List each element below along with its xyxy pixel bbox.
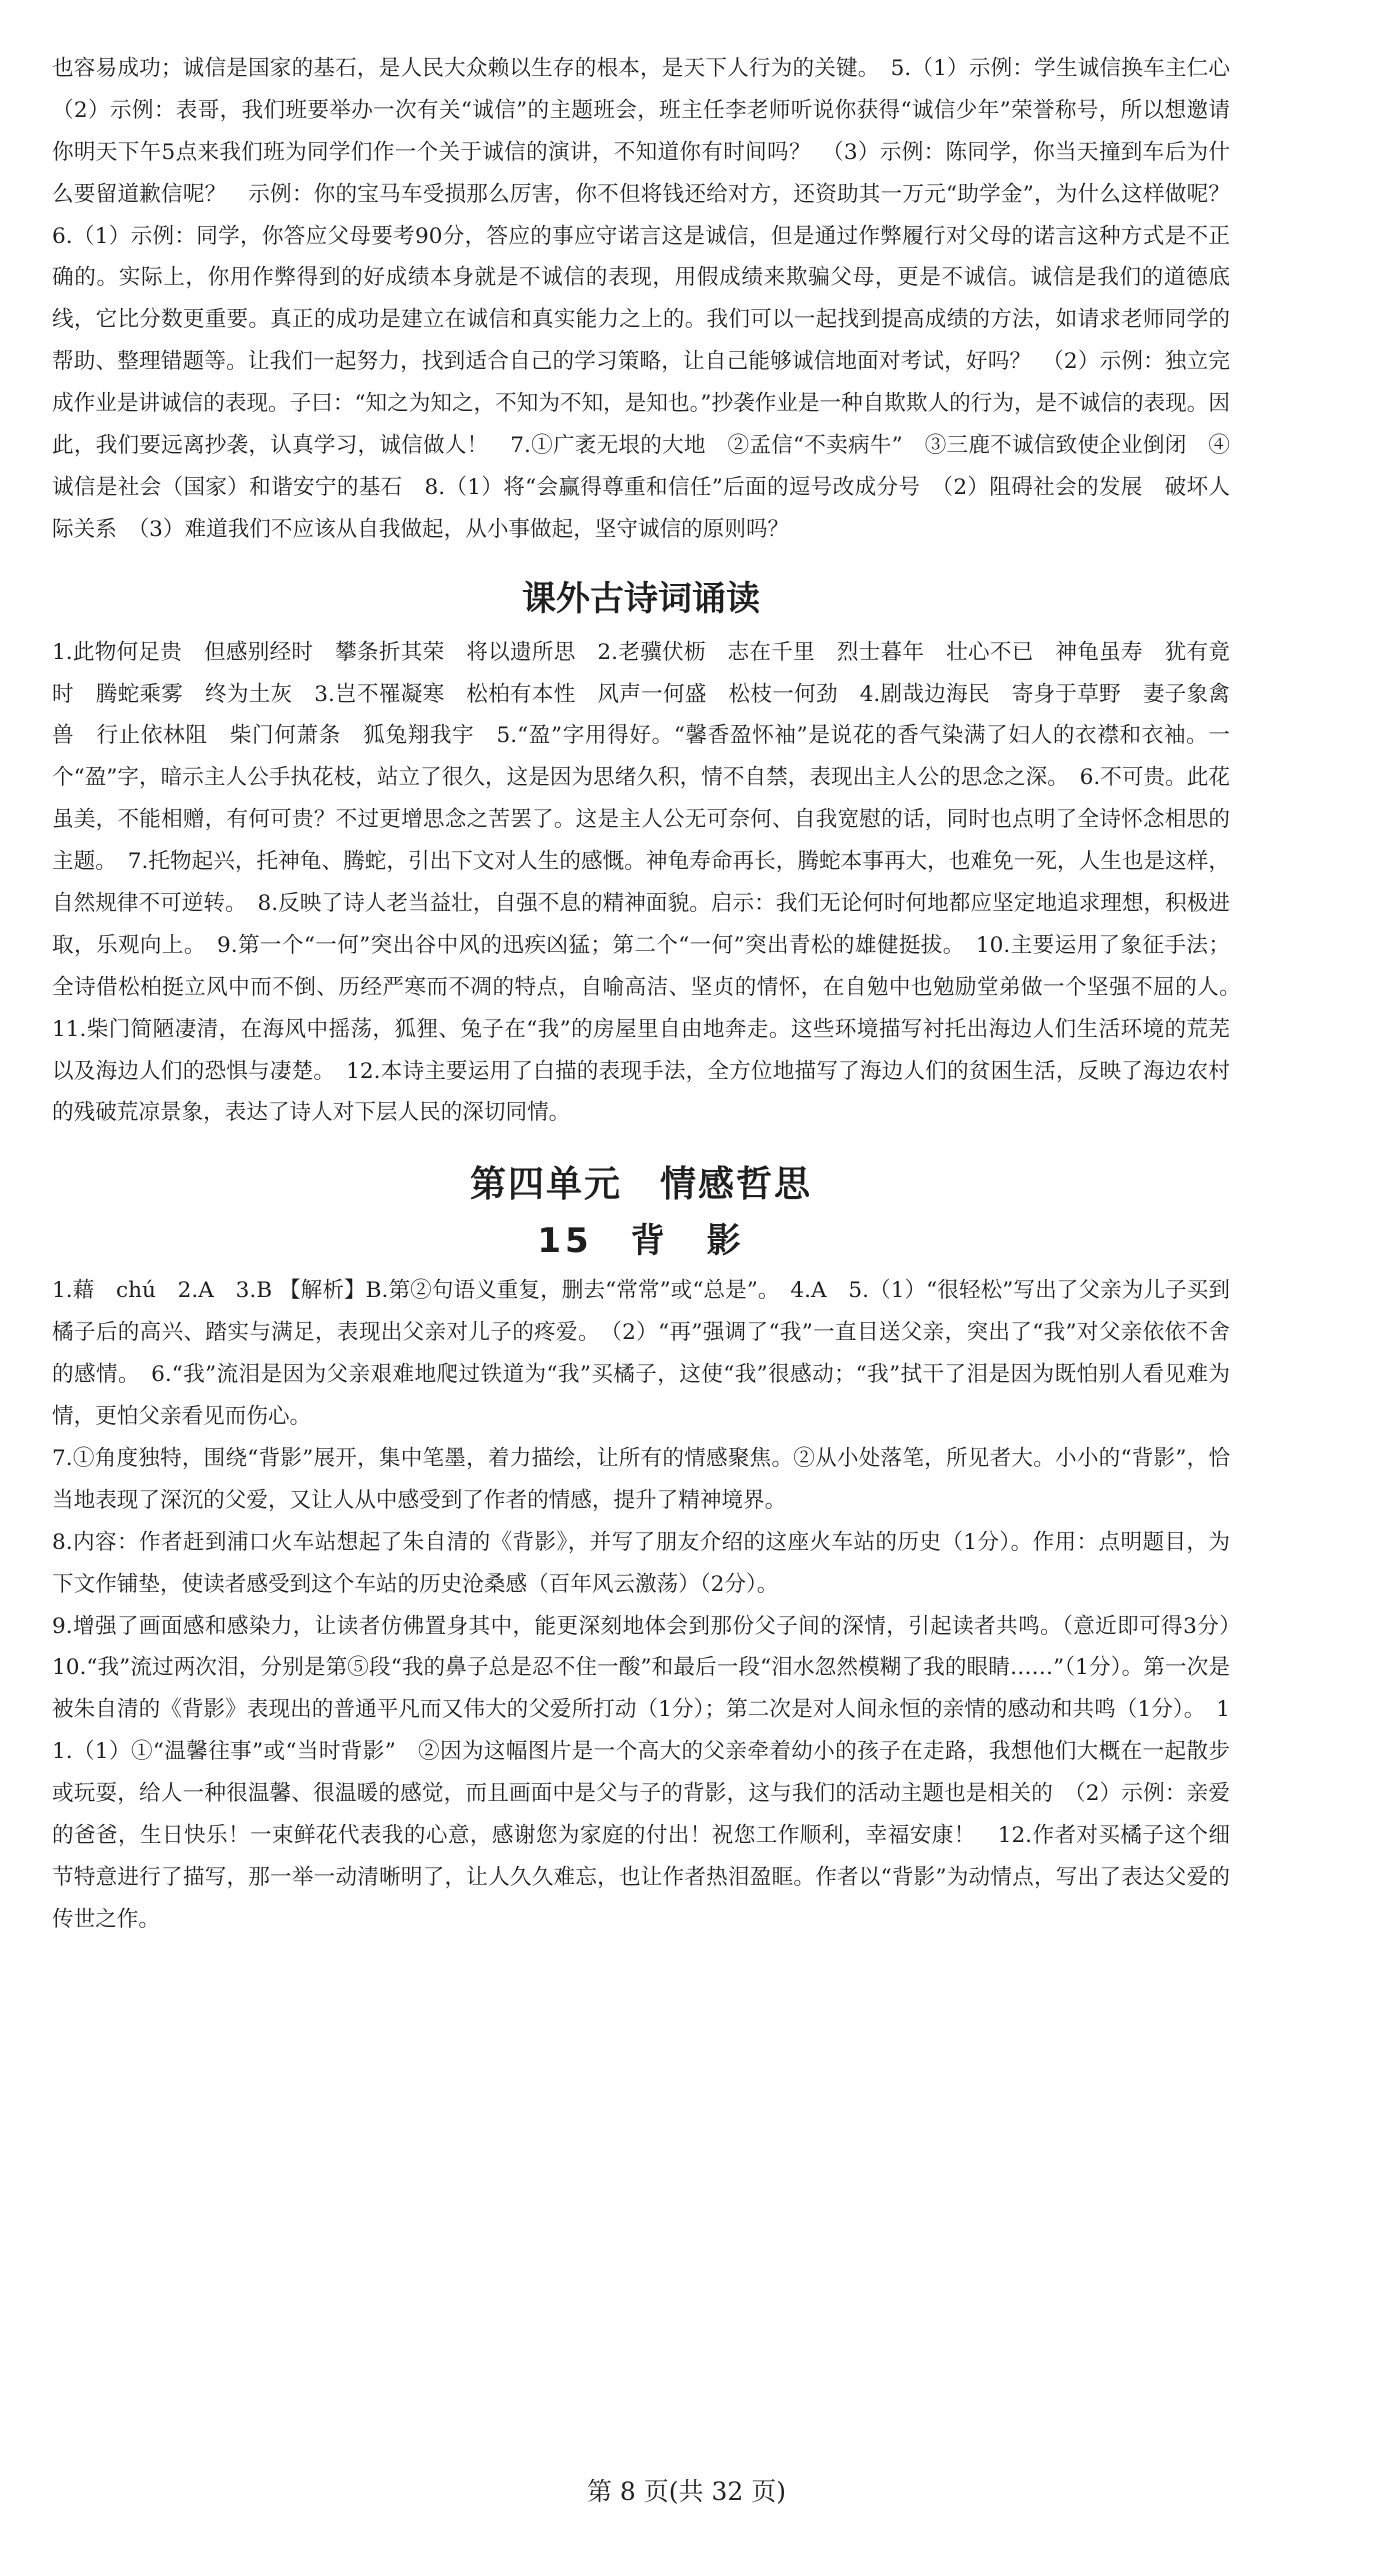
lesson-answers-q1-6: 1.藉 chú 2.A 3.B 【解析】B.第②句语义重复，删去“常常”或“总是”。 4.A 5.（1）“很轻松”写出了父亲为儿子买到橘子后的高兴、踏实与满足，表现出父亲对儿子的疼爱。 （2）“再”强调了“我”一直目送父亲，突出了“我”对父亲依依不舍的感情。 6.“我”流泪是因为父亲艰难地爬过铁道为“我”买橘子，这使“我”很感动；“我”拭干了泪是因为既怕别人看见难为情，更怕父亲看见而伤心。 — [52, 1278, 1230, 1430]
answer-page — [52, 48, 1252, 2518]
poetry-answers: 1.此物何足贵 但感别经时 攀条折其荣 将以遗所思 2.老骥伏枥 志在千里 烈士暮年 壮心不已 神龟虽寿 犹有竟时 腾蛇乘雾 终为土灰 3.岂不罹凝寒 松柏有本性 风声一何盛 松枝一何劲 4.剧哉边海民 寄身于草野 妻子象禽兽 行止依林阻 柴门何萧条 狐兔翔我宇 5.“盈”字用得好。“馨香盈怀袖”是说花的香气染满了妇人的衣襟和衣袖。一个“盈”字，暗示主人公手执花枝，站立了很久，这是因为思绪久积，情不自禁，表现出主人公的思念之深。 6.不可贵。此花虽美，不能相赠，有何可贵？不过更增思念之苦罢了。这是主人公无可奈何、自我宽慰的话，同时也点明了全诗怀念相思的主题。 7.托物起兴，托神龟、腾蛇，引出下文对人生的感慨。神龟寿命再长，腾蛇本事再大，也难免一死，人生也是这样，自然规律不可逆转。 8.反映了诗人老当益壮，自强不息的精神面貌。启示：我们无论何时何地都应坚定地追求理想，积极进取，乐观向上。 9.第一个“一何”突出谷中风的迅疾凶猛；第二个“一何”突出青松的雄健挺拔。 10.主要运用了象征手法；全诗借松柏挺立风中而不倒、历经严寒而不凋的特点，自喻高洁、坚贞的情怀，在自勉中也勉励堂弟做一个坚强不屈的人。 11.柴门简陋凄清，在海风中摇荡，狐狸、兔子在“我”的房屋里自由地奔走。这些环境描写衬托出海边人们生活环境的荒芜以及海边人们的恐惧与凄楚。 12.本诗主要运用了白描的表现手法，全方位地描写了海边人们的贫困生活，反映了海边农村的残破荒凉景象，表达了诗人对下层人民的深切同情。 — [52, 639, 1252, 1126]
lesson-answers-q8: 8.内容：作者赶到浦口火车站想起了朱自清的《背影》，并写了朋友介绍的这座火车站的历史（1分）。作用：点明题目，为下文作铺垫，使读者感受到这个车站的历史沧桑感（百年风云激荡）（2分）。 — [52, 1529, 1230, 1597]
previous-lesson-answers: 也容易成功；诚信是国家的基石，是人民大众赖以生存的根本，是天下人行为的关键。 5.（1）示例：学生诚信换车主仁心 （2）示例：表哥，我们班要举办一次有关“诚信”的主题班会，班主任李老师听说你获得“诚信少年”荣誉称号，所以想邀请你明天下午5点来我们班为同学们作一个关于诚信的演讲，不知道你有时间吗？ （3）示例：陈同学，你当天撞到车后为什么要留道歉信呢？ 示例：你的宝马车受损那么厉害，你不但将钱还给对方，还资助其一万元“助学金”，为什么这样做呢？ 6.（1）示例：同学，你答应父母要考90分，答应的事应守诺言这是诚信，但是通过作弊履行对父母的诺言这种方式是不正确的。实际上，你用作弊得到的好成绩本身就是不诚信的表现，用假成绩来欺骗父母，更是不诚信。诚信是我们的道德底线，它比分数更重要。真正的成功是建立在诚信和真实能力之上的。我们可以一起找到提高成绩的方法，如请求老师同学的帮助、整理错题等。让我们一起努力，找到适合自己的学习策略，让自己能够诚信地面对考试，好吗？ （2）示例：独立完成作业是讲诚信的表现。子曰：“知之为知之，不知为不知，是知也。”抄袭作业是一种自欺欺人的行为，是不诚信的表现。因此，我们要远离抄袭，认真学习，诚信做人！ 7.①广袤无垠的大地 ②孟信“不卖病牛” ③三鹿不诚信致使企业倒闭 ④诚信是社会（国家）和谐安宁的基石 8.（1）将“会赢得尊重和信任”后面的逗号改成分号 （2）阻碍社会的发展 破坏人际关系 （3）难道我们不应该从自我做起，从小事做起，坚守诚信的原则吗？ — [52, 56, 1252, 542]
lesson-answers-q7: 7.①角度独特，围绕“背影”展开，集中笔墨，着力描绘，让所有的情感聚焦。②从小处落笔，所见者大。小小的“背影”，恰当地表现了深沉的父爱，又让人从中感受到了作者的情感，提升了精神境界。 — [52, 1445, 1230, 1513]
lesson-answers-q9-12: 9.增强了画面感和感染力，让读者仿佛置身其中，能更深刻地体会到那份父子间的深情，引起读者共鸣。（意近即可得3分） 10.“我”流过两次泪，分别是第⑤段“我的鼻子总是忍不住一酸”和最后一段“泪水忽然模糊了我的眼睛……”（1分）。第一次是被朱自清的《背影》表现出的普通平凡而又伟大的父爱所打动（1分）；第二次是对人间永恒的亲情的感动和共鸣（1分）。 11.（1）①“温馨往事”或“当时背影” ②因为这幅图片是一个高大的父亲牵着幼小的孩子在走路，我想他们大概在一起散步或玩耍，给人一种很温馨、很温暖的感觉，而且画面中是父与子的背影，这与我们的活动主题也是相关的 （2）示例：亲爱的爸爸，生日快乐！一束鲜花代表我的心意，感谢您为家庭的付出！祝您工作顺利，幸福安康！ 12.作者对买橘子这个细节特意进行了描写，那一举一动清晰明了，让人久久难忘，也让作者热泪盈眶。作者以“背影”为动情点，写出了表达父爱的传世之作。 — [52, 1613, 1252, 1932]
lesson-title: 15 背 影 — [537, 1221, 745, 1262]
poetry-section-title: 课外古诗词诵读 — [522, 578, 760, 619]
unit-title: 第四单元 情感哲思 — [469, 1164, 812, 1206]
page-number-footer: 第 8 页(共 32 页) — [586, 2477, 786, 2506]
